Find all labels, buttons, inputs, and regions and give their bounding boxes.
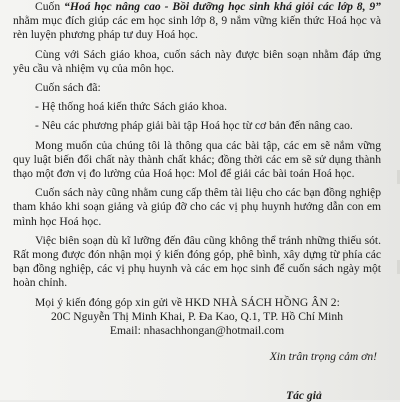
- contact-paragraph: Mọi ý kiến đóng góp xin gửi về HKD NHÀ SÁCH HỒNG ÂN 2:: [35, 295, 340, 309]
- intro-paragraph: [13, 0, 381, 43]
- audience-paragraph: Cuốn sách này cũng nhằm cung cấp thêm tài liệu cho các bạn đồng nghiệp tham khảo khi soạn giảng và giúp đỡ cho các vị phụ huynh hướng dẫn con em mình học Hoá học.: [13, 186, 381, 228]
- intro-prefix: Cuốn: [35, 0, 65, 13]
- contents-intro: Cuốn sách đã:: [35, 81, 101, 95]
- contents-item: - Hệ thống hoá kiến thức Sách giáo khoa.: [35, 100, 228, 114]
- preface-text: [13, 0, 381, 364]
- contact-email: Email: nhasachhongan@hotmail.com: [109, 324, 285, 338]
- contents-item: - Nêu các phương pháp giải bài tập Hoá học từ cơ bản đến nâng cao.: [35, 119, 353, 133]
- purpose-paragraph: Cùng với Sách giáo khoa, cuốn sách này được biên soạn nhằm đáp ứng yêu cầu và nhiệm vụ của môn học.: [13, 47, 381, 75]
- contact-address: 20C Nguyễn Thị Minh Khai, P. Đa Kao, Q.1, TP. Hồ Chí Minh: [51, 309, 343, 323]
- intro-suffix: nhằm mục đích giúp các em học sinh lớp 8, 9 nắm vững kiến thức Hoá học và rèn luyện phương pháp tư duy Hoá học.: [13, 14, 381, 42]
- book-title: “Hoá học nâng cao - Bồi dưỡng học sinh khá giỏi các lớp 8, 9”: [64, 0, 381, 13]
- feedback-paragraph: Việc biên soạn dù kĩ lưỡng đến đâu cũng không thể tránh những thiếu sót. Rất mong được đón nhận mọi ý kiến đóng góp, phê bình, xây dựng từ phía các bạn đồng nghiệp, các vị phụ huynh và các em học sinh để cuốn sách ngày một hoàn chỉnh.: [13, 233, 381, 290]
- goal-paragraph: Mong muốn của chúng tôi là thông qua các bài tập, các em sẽ nắm vững quy luật biến đổi chất này thành chất khác; đồng thời các em sẽ sử dụng thành thạo một đơn vị đo lường của Hoá học: Mol để giải các bài toán Hoá học.: [13, 138, 381, 181]
- author-signature: Tác giả: [286, 389, 322, 402]
- closing-line: Xin trân trọng cảm ơn!: [269, 350, 377, 364]
